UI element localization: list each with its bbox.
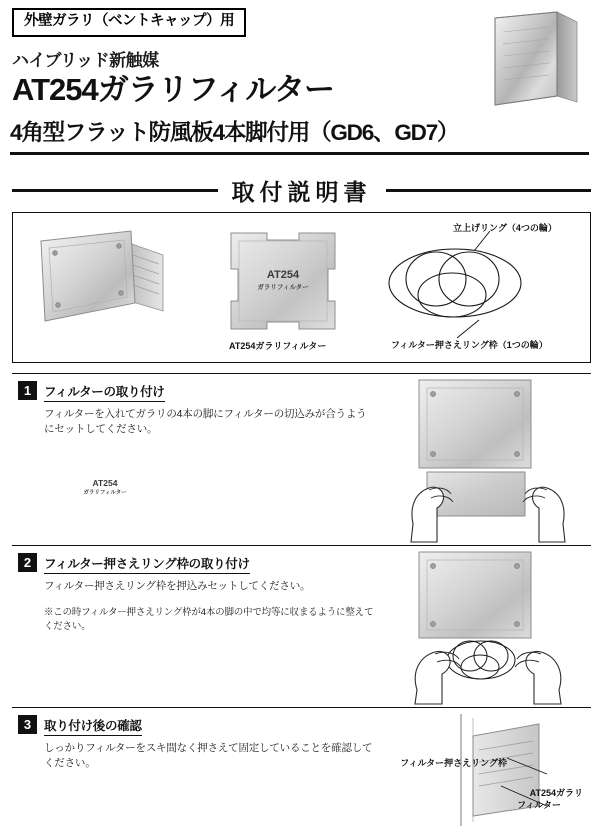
leader-line-top [468, 231, 498, 253]
step-2-note: ※この時フィルター押さえリング枠が4本の脚の中で均等に収まるように整えてください。 [44, 607, 374, 633]
instruction-banner [12, 174, 591, 206]
step-1-figure-label-sub: ガラリフィルター [83, 490, 127, 496]
step-1-body: フィルターを入れてガラリの4本の脚にフィルターの切込みが合うようにセットしてください。 [44, 408, 367, 436]
page-header [0, 0, 603, 165]
vent-cap-illustration [31, 225, 181, 335]
step-3 [12, 707, 591, 829]
step-3-body: しっかりフィルターをスキ間なく押さえて固定していることを確認してください。 [44, 742, 373, 770]
step-2 [12, 545, 591, 707]
filter-face-label-main: AT254 [266, 269, 300, 281]
ring-caption-bottom: フィルター押さえリング枠（1つの輪） [391, 340, 548, 350]
ring-caption-top: 立上げリング（4つの輪） [453, 223, 557, 233]
step-2-heading: フィルター押さえリング枠の取り付け [44, 554, 250, 574]
steps-container [12, 373, 591, 829]
parts-overview-box [12, 212, 591, 363]
step-3-callout-filter-main: AT254ガラリ [529, 788, 583, 798]
step-2-body: フィルター押さえリング枠を押込みセットしてください。 [44, 580, 311, 592]
product-model-line: 4角型フラット防風板4本脚付用（GD6、GD7） [10, 115, 589, 155]
step-3-callout-filter-sub: フィルター [517, 800, 561, 810]
step-1-figure [395, 378, 581, 544]
step-1-heading: フィルターの取り付け [44, 382, 165, 402]
step-1-number: 1 [18, 381, 37, 400]
leader-line-bottom [453, 318, 489, 340]
step-3-heading: 取り付け後の確認 [44, 716, 142, 736]
filter-part-illustration [223, 227, 343, 335]
filter-face-label-sub: ガラリフィルター [257, 284, 309, 291]
filter-part-caption: AT254ガラリフィルター [229, 341, 327, 351]
step-1-figure-label-main: AT254 [92, 478, 118, 488]
product-category-badge: 外壁ガラリ（ベントキャップ）用 [12, 8, 246, 37]
step-2-number: 2 [18, 553, 37, 572]
product-photo [479, 6, 589, 114]
product-subtitle: ハイブリッド新触媒 [12, 50, 159, 70]
step-1 [12, 373, 591, 545]
product-title: AT254ガラリフィルター [12, 71, 335, 107]
step-2-figure [395, 550, 581, 706]
step-3-number: 3 [18, 715, 37, 734]
step-3-callout-ring: フィルター押さえリング枠 [400, 758, 507, 768]
banner-title: 取付説明書 [218, 174, 386, 207]
step-3-figure [443, 714, 583, 826]
